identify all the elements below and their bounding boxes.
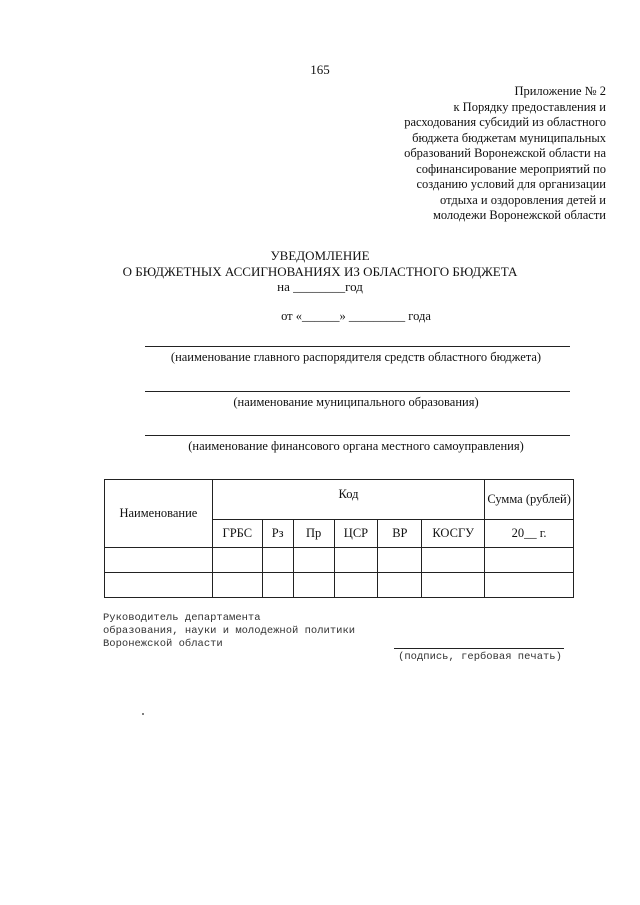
header-pr: Пр [293, 520, 334, 548]
title-subject: О БЮДЖЕТНЫХ АССИГНОВАНИЯХ ИЗ ОБЛАСТНОГО БЮДЖЕТА [122, 263, 518, 279]
signatory-line: образования, науки и молодежной политики [103, 625, 356, 637]
header-rz: Рз [262, 520, 293, 548]
appendix-line: Приложение № 2 [514, 84, 606, 98]
header-csr: ЦСР [334, 520, 378, 548]
title-notification: УВЕДОМЛЕНИЕ [270, 248, 370, 263]
appendix-line: образований Воронежской области на [404, 146, 606, 160]
signatory-line: Воронежской области [103, 638, 223, 650]
table-row [105, 548, 574, 573]
appendix-line: созданию условий для организации [416, 177, 606, 191]
header-vr: ВР [378, 520, 422, 548]
header-sum: Сумма (рублей) [485, 480, 574, 520]
allocation-table [104, 479, 574, 598]
date-line: от «______» _________ года [281, 309, 431, 323]
table-row [105, 573, 574, 598]
signatory-position [103, 612, 355, 651]
header-code: Код [212, 480, 484, 520]
appendix-line: бюджета бюджетам муниципальных [412, 130, 606, 145]
finance-body-caption: (наименование финансового органа местного самоуправления) [188, 439, 524, 453]
header-year: 20__ г. [485, 520, 574, 548]
header-grbs: ГРБС [212, 520, 262, 548]
finance-body-field-line [145, 435, 570, 436]
appendix-line: софинансирование мероприятий по [416, 161, 606, 176]
scan-speck [142, 713, 144, 715]
page-number: 165 [310, 62, 330, 77]
title-year-line: на ________год [277, 279, 363, 294]
header-kosgu: КОСГУ [422, 520, 485, 548]
distributor-caption: (наименование главного распорядителя средств областного бюджета) [170, 350, 542, 364]
appendix-line: расходования субсидий из областного [404, 115, 606, 129]
appendix-line: отдыха и оздоровления детей и [440, 192, 606, 207]
appendix-line: к Порядку предоставления и [453, 99, 606, 114]
signature-field-line [394, 648, 564, 649]
distributor-field-line [145, 346, 570, 347]
appendix-header [356, 84, 606, 224]
signature-caption: (подпись, гербовая печать) [398, 651, 562, 663]
appendix-line: молодежи Воронежской области [432, 208, 606, 222]
document-title [0, 248, 640, 295]
municipality-caption: (наименование муниципального образования) [233, 395, 479, 409]
signatory-line: Руководитель департамента [103, 612, 261, 624]
municipality-field-line [145, 391, 570, 392]
header-name: Наименование [105, 480, 213, 548]
